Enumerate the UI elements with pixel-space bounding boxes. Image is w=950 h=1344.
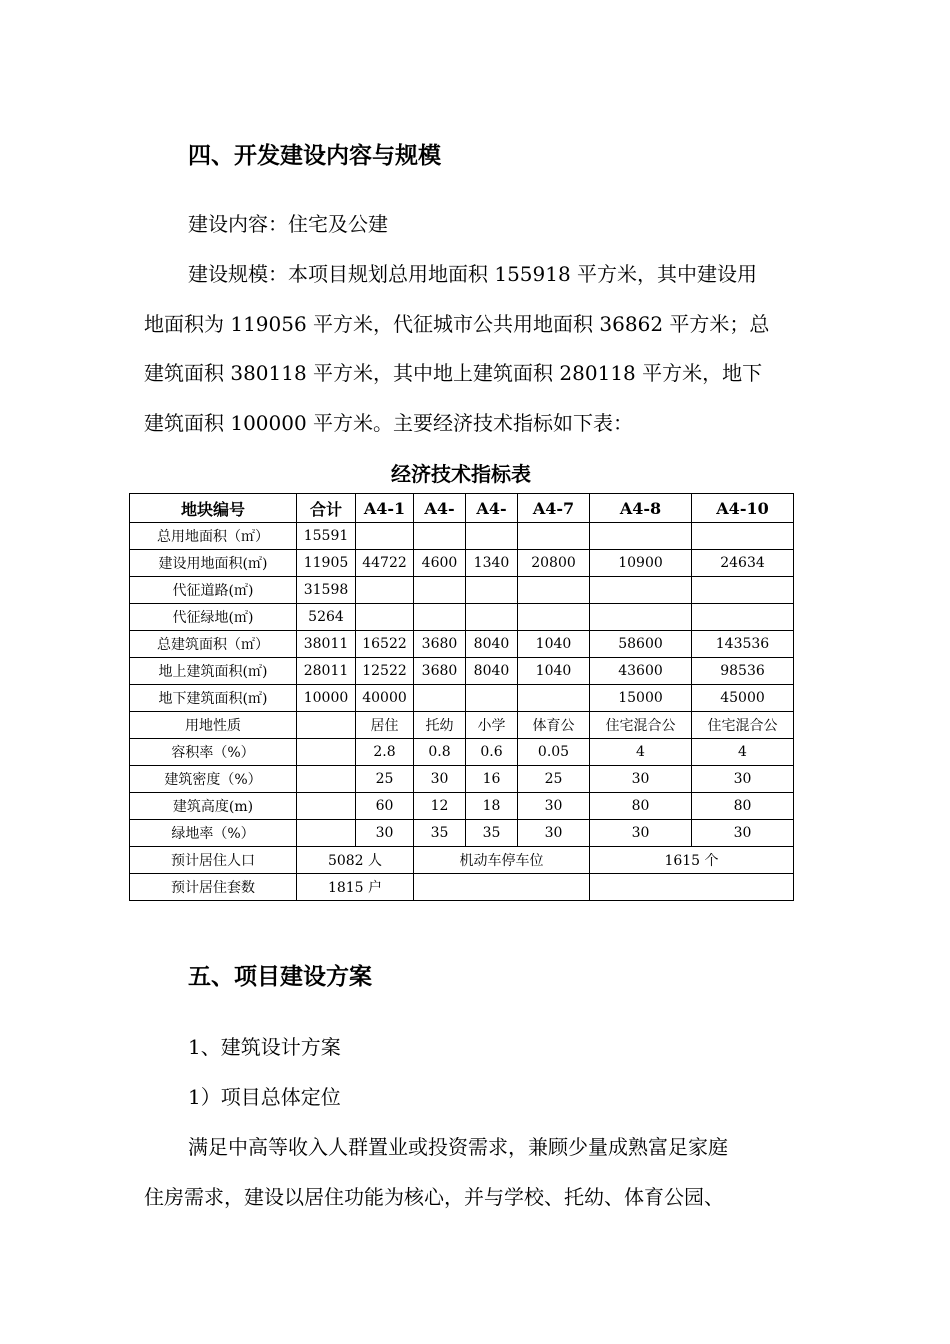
table-title: 经济技术指标表 — [391, 462, 531, 486]
table-cell: 3680 — [414, 631, 466, 658]
row-label: 总用地面积（㎡） — [130, 523, 297, 550]
table-cell — [466, 685, 518, 712]
header-cell: 地块编号 — [130, 494, 297, 523]
table-cell: 12522 — [356, 658, 414, 685]
header-cell: A4-7 — [518, 494, 590, 523]
section-4-heading: 四、开发建设内容与规模 — [188, 142, 441, 169]
table-cell: 15000 — [590, 685, 692, 712]
indicator-table — [129, 493, 794, 901]
table-cell: 18 — [466, 793, 518, 820]
parking-label: 机动车停车位 — [414, 847, 590, 874]
table-cell: 4600 — [414, 550, 466, 577]
table-cell — [518, 604, 590, 631]
table-cell: 1040 — [518, 658, 590, 685]
sub-heading-2: 1）项目总体定位 — [188, 1085, 341, 1109]
table-cell: 45000 — [692, 685, 794, 712]
table-cell: 58600 — [590, 631, 692, 658]
table-cell: 16 — [466, 766, 518, 793]
table-row — [130, 739, 794, 766]
table-cell: 11905 — [297, 550, 356, 577]
table-cell — [297, 712, 356, 739]
table-cell: 住宅混合公 — [590, 712, 692, 739]
table-cell: 3680 — [414, 658, 466, 685]
para-line-1: 满足中高等收入人群置业或投资需求，兼顾少量成熟富足家庭 — [188, 1135, 728, 1159]
table-cell: 43600 — [590, 658, 692, 685]
table-cell: 25 — [518, 766, 590, 793]
table-cell: 0.8 — [414, 739, 466, 766]
table-cell — [518, 523, 590, 550]
table-cell: 10000 — [297, 685, 356, 712]
table-cell: 小学 — [466, 712, 518, 739]
table-cell: 居住 — [356, 712, 414, 739]
table-row — [130, 874, 794, 901]
scale-line-4: 建筑面积 100000 平方米。主要经济技术指标如下表： — [144, 411, 634, 435]
table-cell: 25 — [356, 766, 414, 793]
header-cell: 合计 — [297, 494, 356, 523]
table-cell: 30 — [692, 766, 794, 793]
table-cell: 28011 — [297, 658, 356, 685]
table-cell: 38011 — [297, 631, 356, 658]
empty-cell — [414, 874, 590, 901]
population-value: 5082 人 — [297, 847, 414, 874]
table-cell: 4 — [590, 739, 692, 766]
households-label: 预计居住套数 — [130, 874, 297, 901]
table-cell: 0.05 — [518, 739, 590, 766]
table-cell — [466, 604, 518, 631]
table-row — [130, 820, 794, 847]
row-label: 建筑高度(m) — [130, 793, 297, 820]
table-cell — [414, 685, 466, 712]
table-cell — [356, 523, 414, 550]
table-cell — [297, 793, 356, 820]
scale-line-1: 建设规模：本项目规划总用地面积 155918 平方米，其中建设用 — [188, 262, 758, 286]
row-label: 地上建筑面积(㎡) — [130, 658, 297, 685]
table-cell — [518, 685, 590, 712]
row-label: 建筑密度（%） — [130, 766, 297, 793]
row-label: 容积率（%） — [130, 739, 297, 766]
table-cell: 30 — [414, 766, 466, 793]
table-cell: 30 — [518, 820, 590, 847]
table-cell: 1040 — [518, 631, 590, 658]
content-line: 建设内容：住宅及公建 — [188, 212, 388, 236]
row-label: 总建筑面积（㎡） — [130, 631, 297, 658]
scale-line-2: 地面积为 119056 平方米，代征城市公共用地面积 36862 平方米；总 — [144, 312, 770, 336]
table-cell — [466, 577, 518, 604]
table-row — [130, 712, 794, 739]
table-cell: 30 — [356, 820, 414, 847]
table-cell — [692, 604, 794, 631]
table-cell: 40000 — [356, 685, 414, 712]
table-cell: 8040 — [466, 658, 518, 685]
table-cell: 143536 — [692, 631, 794, 658]
header-cell: A4-8 — [590, 494, 692, 523]
table-cell — [297, 739, 356, 766]
table-cell — [466, 523, 518, 550]
parking-value: 1615 个 — [590, 847, 794, 874]
row-label: 代征绿地(㎡) — [130, 604, 297, 631]
table-row — [130, 577, 794, 604]
table-row — [130, 766, 794, 793]
header-cell: A4-1 — [356, 494, 414, 523]
table-cell — [692, 577, 794, 604]
empty-cell — [590, 874, 794, 901]
header-cell: A4- — [466, 494, 518, 523]
table-cell: 1340 — [466, 550, 518, 577]
table-cell — [518, 577, 590, 604]
table-cell — [414, 577, 466, 604]
table-cell — [590, 523, 692, 550]
table-row — [130, 550, 794, 577]
table-row — [130, 847, 794, 874]
row-label: 建设用地面积(㎡) — [130, 550, 297, 577]
table-cell: 10900 — [590, 550, 692, 577]
table-cell: 4 — [692, 739, 794, 766]
table-cell: 80 — [692, 793, 794, 820]
table-row — [130, 658, 794, 685]
header-cell: A4-10 — [692, 494, 794, 523]
table-cell: 31598 — [297, 577, 356, 604]
row-label: 地下建筑面积(㎡) — [130, 685, 297, 712]
population-label: 预计居住人口 — [130, 847, 297, 874]
table-cell: 20800 — [518, 550, 590, 577]
table-cell — [297, 766, 356, 793]
table-cell: 2.8 — [356, 739, 414, 766]
table-row — [130, 793, 794, 820]
table-cell: 80 — [590, 793, 692, 820]
table-cell: 15591 — [297, 523, 356, 550]
table-cell — [692, 523, 794, 550]
table-cell — [590, 604, 692, 631]
table-cell: 0.6 — [466, 739, 518, 766]
sub-heading-1: 1、建筑设计方案 — [188, 1035, 341, 1059]
table-cell: 35 — [414, 820, 466, 847]
table-cell: 住宅混合公 — [692, 712, 794, 739]
table-cell — [414, 604, 466, 631]
table-row — [130, 631, 794, 658]
table-cell: 30 — [590, 820, 692, 847]
section-5-heading: 五、项目建设方案 — [188, 963, 372, 990]
table-cell: 8040 — [466, 631, 518, 658]
table-row — [130, 523, 794, 550]
table-cell: 5264 — [297, 604, 356, 631]
table-cell: 12 — [414, 793, 466, 820]
table-cell — [356, 577, 414, 604]
table-cell — [297, 820, 356, 847]
row-label: 代征道路(㎡) — [130, 577, 297, 604]
scale-line-3: 建筑面积 380118 平方米，其中地上建筑面积 280118 平方米，地下 — [144, 361, 763, 385]
table-cell: 35 — [466, 820, 518, 847]
table-cell — [356, 604, 414, 631]
table-cell — [414, 523, 466, 550]
table-row — [130, 604, 794, 631]
para-line-2: 住房需求，建设以居住功能为核心，并与学校、托幼、体育公园、 — [144, 1185, 724, 1209]
table-cell: 16522 — [356, 631, 414, 658]
table-cell: 98536 — [692, 658, 794, 685]
table-cell: 30 — [590, 766, 692, 793]
table-header-row — [130, 494, 794, 523]
row-label: 绿地率（%） — [130, 820, 297, 847]
table-cell: 24634 — [692, 550, 794, 577]
table-cell: 30 — [692, 820, 794, 847]
row-label: 用地性质 — [130, 712, 297, 739]
table-cell: 体育公 — [518, 712, 590, 739]
table-cell: 44722 — [356, 550, 414, 577]
header-cell: A4- — [414, 494, 466, 523]
households-value: 1815 户 — [297, 874, 414, 901]
table-row — [130, 685, 794, 712]
table-cell: 托幼 — [414, 712, 466, 739]
table-cell — [590, 577, 692, 604]
table-cell: 60 — [356, 793, 414, 820]
table-cell: 30 — [518, 793, 590, 820]
